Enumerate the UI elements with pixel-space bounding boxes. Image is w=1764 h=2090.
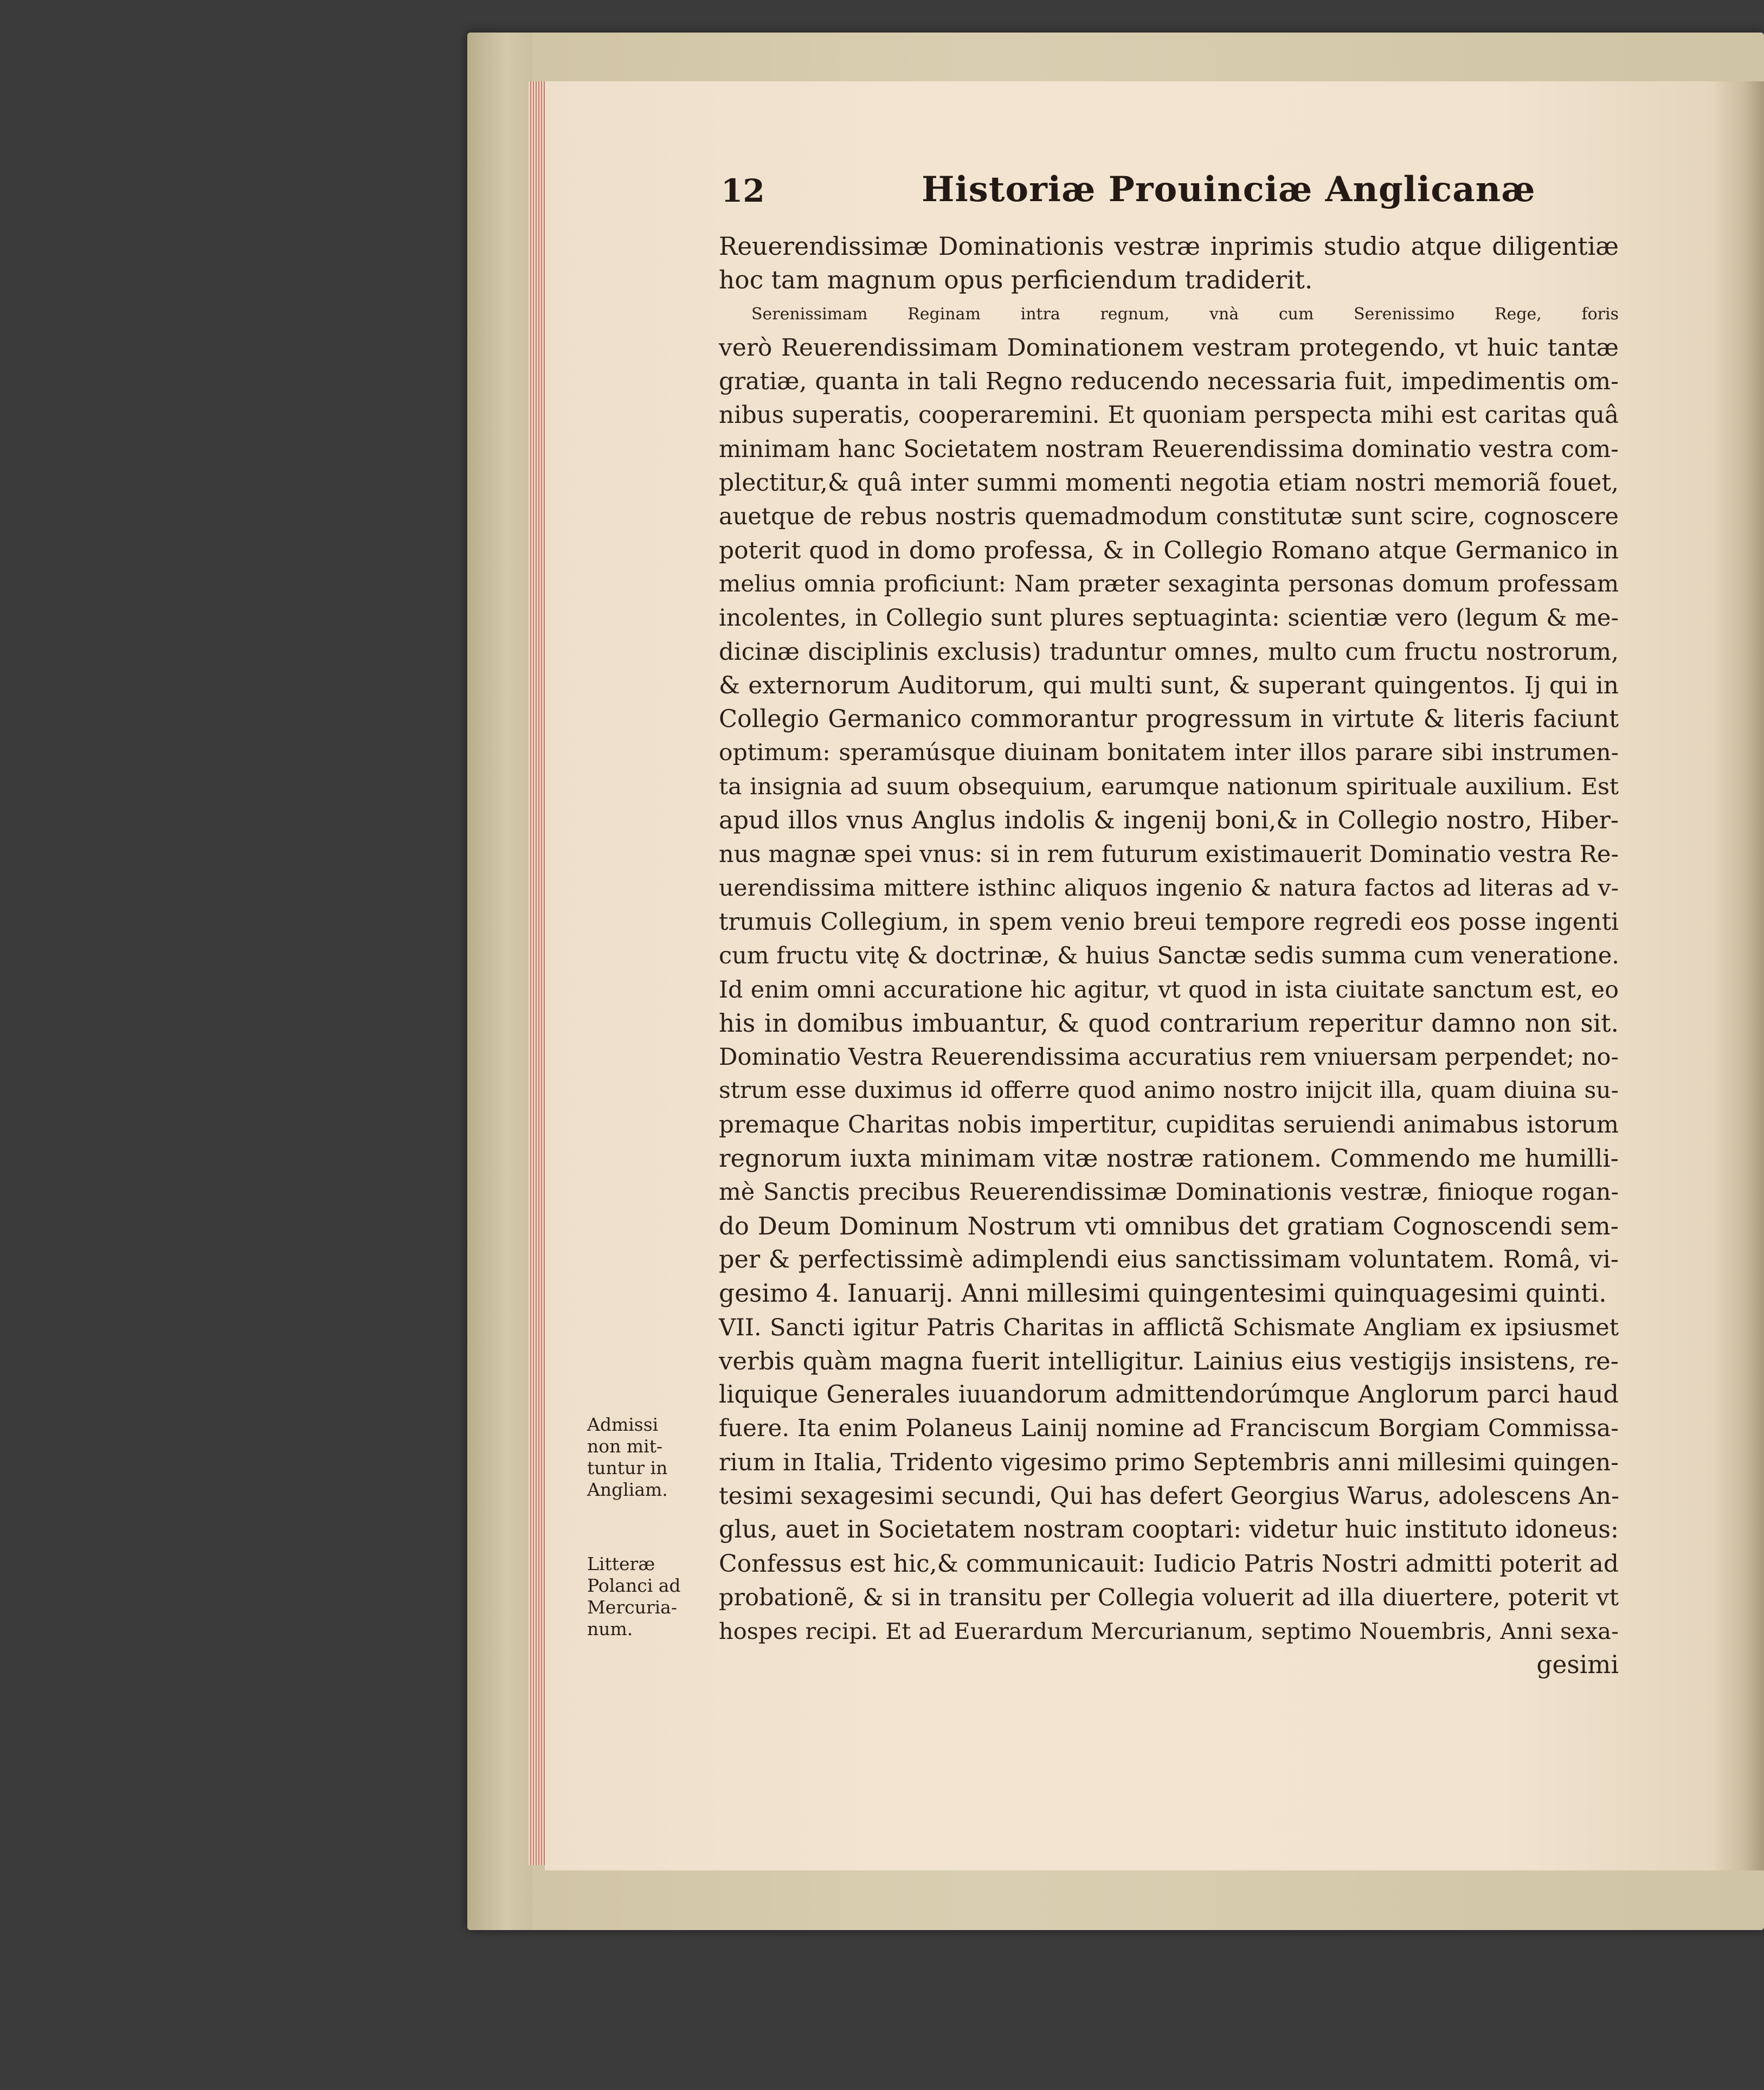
text-line: probationẽ, & si in transitu per Collegia voluerit ad illa diuertere, poterit vt [719, 1584, 1619, 1611]
text-line: glus, auet in Societatem nostram cooptari: videtur huic instituto idoneus: [719, 1516, 1619, 1544]
text-line: optimum: speramúsque diuinam bonitatem inter illos parare sibi instrumen- [719, 739, 1619, 767]
text-line: tesimi sexagesimi secundi, Qui has defert Georgius Warus, adolescens An- [719, 1482, 1619, 1510]
text-line: plectitur,& quâ inter summi momenti negotia etiam nostri memoriã fouet, [719, 469, 1619, 497]
text-line: dicinæ disciplinis exclusis) traduntur omnes, multo cum fructu nostrorum, [719, 638, 1619, 666]
margin-note-line: Angliam. [587, 1479, 668, 1500]
text-line: apud illos vnus Anglus indolis & ingenij boni,& in Collegio nostro, Hiber- [719, 807, 1619, 835]
running-title: Historiæ Prouinciæ Anglicanæ [922, 169, 1536, 210]
text-line: hospes recipi. Et ad Euerardum Mercurianum, septimo Nouembris, Anni sexa- [719, 1618, 1619, 1645]
text-line: premaque Charitas nobis impertitur, cupiditas seruiendi animabus istorum [719, 1111, 1619, 1139]
text-line: Confessus est hic,& communicauit: Iudicio Patris Nostri admitti poterit ad [719, 1549, 1619, 1578]
text-line: regnorum iuxta minimam vitæ nostræ rationem. Commendo me humilli- [719, 1144, 1619, 1173]
text-line: fuere. Ita enim Polaneus Lainij nomine ad Franciscum Borgiam Commissa- [719, 1415, 1619, 1443]
text-line: verbis quàm magna fuerit intelligitur. Lainius eius vestigijs insistens, re- [719, 1346, 1619, 1375]
text-line: gratiæ, quanta in tali Regno reducendo necessaria fuit, impedimentis om- [719, 368, 1619, 396]
margin-note-admissi [587, 1414, 690, 1501]
text-line: VII. Sancti igitur Patris Charitas in afflictã Schismate Angliam ex ipsiusmet [719, 1314, 1619, 1341]
text-line: minimam hanc Societatem nostram Reuerendissima dominatio vestra com- [719, 435, 1619, 463]
text-line: gesimi [1536, 1650, 1619, 1680]
margin-note-line: num. [587, 1618, 633, 1639]
text-line: rium in Italia, Tridento vigesimo primo Septembris anni millesimi quingen- [719, 1449, 1619, 1476]
margin-note-line: tuntur in [587, 1457, 668, 1478]
text-line: Dominatio Vestra Reuerendissima accuratius rem vniuersam perpendet; no- [719, 1044, 1619, 1071]
margin-note-line: non mit- [587, 1436, 663, 1457]
text-line: trumuis Collegium, in spem venio breui tempore regredi eos posse ingenti [719, 908, 1619, 936]
text-line: hoc tam magnum opus perficiendum tradiderit. [719, 266, 1313, 295]
text-line: poterit quod in domo professa, & in Collegio Romano atque Germanico in [719, 536, 1619, 564]
text-line: liquique Generales iuuandorum admittendorúmque Anglorum parci haud [719, 1381, 1619, 1409]
text-line: Serenissimam Reginam intra regnum, vnà cum Serenissimo Rege, foris [751, 304, 1619, 324]
text-line: do Deum Dominum Nostrum vti omnibus det gratiam Cognoscendi sem- [719, 1211, 1619, 1240]
margin-note-line: Mercuria- [587, 1597, 677, 1618]
text-line: & externorum Auditorum, qui multi sunt, & superant quingentos. Ij qui in [719, 671, 1619, 699]
text-line: auetque de rebus nostris quemadmodum constitutæ sunt scire, cognoscere [719, 503, 1619, 531]
main-text-block [719, 230, 1619, 1682]
book-spine-edge [467, 33, 532, 1930]
text-line: Reuerendissimæ Dominationis vestræ inprimis studio atque diligentiæ [719, 232, 1619, 261]
text-line: incolentes, in Collegio sunt plures septuaginta: scientiæ vero (legum & me- [719, 605, 1619, 632]
text-line: nibus superatis, cooperaremini. Et quoniam perspecta mihi est caritas quâ [719, 402, 1619, 429]
margin-note-line: Admissi [587, 1414, 659, 1435]
text-line: mè Sanctis precibus Reuerendissimæ Dominationis vestræ, finioque rogan- [719, 1179, 1619, 1206]
text-line: cum fructu vitę & doctrinæ, & huius Sanctæ sedis summa cum veneratione. [719, 942, 1619, 970]
text-line: nus magnæ spei vnus: si in rem futurum existimauerit Dominatio vestra Re- [719, 841, 1619, 869]
page-fore-edge [529, 81, 546, 1865]
text-line: melius omnia proficiunt: Nam præter sexaginta personas domum professam [719, 570, 1619, 597]
page-header [694, 169, 1626, 216]
margin-note-line: Litteræ [587, 1553, 655, 1574]
page-gutter [1713, 81, 1764, 1870]
text-line: per & perfectissimè adimplendi eius sanctissimam voluntatem. Româ, vi- [719, 1245, 1619, 1274]
text-line: his in domibus imbuantur, & quod contrarium reperitur damno non sit. [719, 1008, 1619, 1038]
margin-note-line: Polanci ad [587, 1575, 681, 1596]
text-line: strum esse duximus id offerre quod animo nostro inijcit illa, quam diuina su- [719, 1077, 1619, 1104]
text-line: gesimo 4. Ianuarij. Anni millesimi quingentesimi quinquagesimi quinti. [719, 1279, 1607, 1308]
page-number: 12 [721, 172, 765, 209]
text-line: Collegio Germanico commorantur progressum in virtute & literis faciunt [719, 705, 1619, 734]
text-line: verò Reuerendissimam Dominationem vestram protegendo, vt huic tantæ [719, 333, 1619, 362]
text-line: Id enim omni accuratione hic agitur, vt quod in ista ciuitate sanctum est, eo [719, 976, 1619, 1004]
text-line: ta insignia ad suum obsequium, earumque nationum spirituale auxilium. Est [719, 773, 1619, 800]
margin-note-litterae [587, 1553, 690, 1640]
text-line: uerendissima mittere isthinc aliquos ingenio & natura factos ad literas ad v- [719, 874, 1619, 902]
